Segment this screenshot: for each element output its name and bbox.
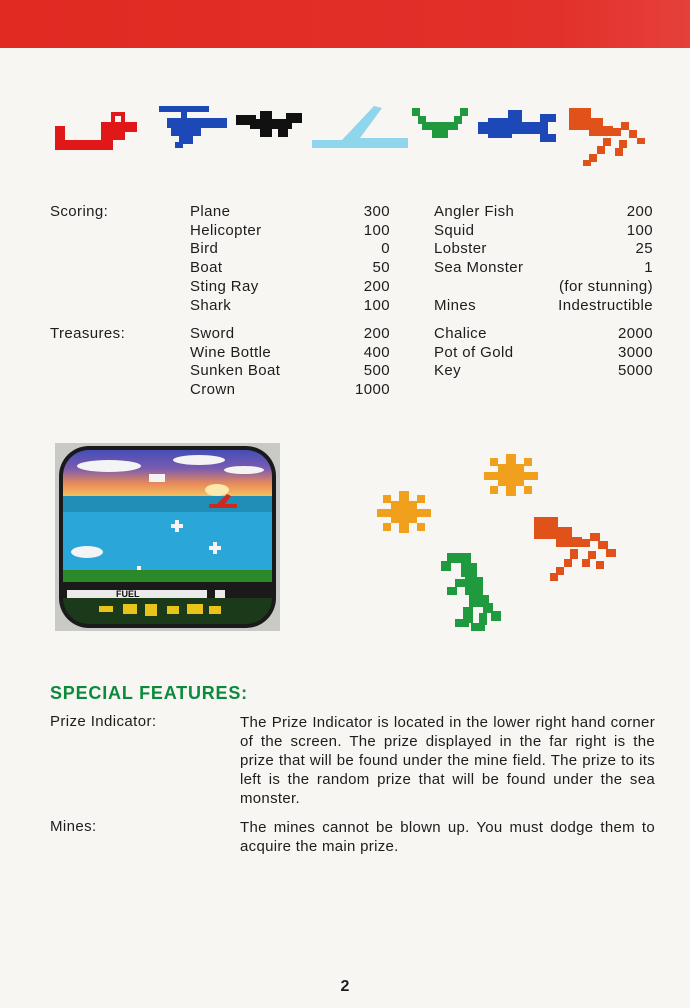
list-item: Wine Bottle bbox=[190, 343, 272, 361]
list-item: 25 bbox=[635, 240, 653, 258]
scoring-label: Scoring: bbox=[50, 203, 109, 220]
game-screen-photo bbox=[59, 446, 276, 628]
prize-indicator-description: The Prize Indicator is located in the lower right hand corner of the screen. The prize displayed in the far right is the prize that will be found under the mine field. The prize to its left is the random prize that will be found under the sea monster. bbox=[240, 714, 655, 807]
list-item: 500 bbox=[363, 362, 390, 380]
list-item: Bird bbox=[190, 240, 219, 258]
list-item: Lobster bbox=[434, 240, 487, 258]
list-item: 2000 bbox=[618, 325, 653, 342]
scoring-right-names bbox=[434, 203, 523, 315]
squid-sprite-icon bbox=[569, 108, 645, 166]
list-item: 0 bbox=[381, 240, 390, 258]
list-item: Sting Ray bbox=[190, 277, 259, 295]
treasures-left-points bbox=[320, 325, 390, 400]
mines-description: The mines cannot be blown up. You must dodge them to acquire the main prize. bbox=[240, 819, 655, 855]
treasures-label: Treasures: bbox=[50, 325, 126, 342]
list-item: Key bbox=[434, 362, 462, 380]
list-item: 200 bbox=[626, 203, 653, 220]
list-item: 300 bbox=[363, 203, 390, 220]
list-item: Crown bbox=[190, 381, 236, 399]
treasures-left-names bbox=[190, 325, 280, 400]
list-item: Chalice bbox=[434, 325, 487, 342]
list-item: Plane bbox=[190, 203, 231, 220]
list-item: Sea Monster bbox=[434, 259, 524, 277]
list-item: Pot of Gold bbox=[434, 343, 514, 361]
list-item: 400 bbox=[363, 343, 390, 361]
special-features-heading: SPECIAL FEATURES: bbox=[50, 683, 248, 703]
list-item: 50 bbox=[372, 259, 390, 277]
treasures-right-points bbox=[560, 325, 653, 381]
mine-sprite-icon bbox=[482, 452, 540, 498]
list-item: Angler Fish bbox=[434, 203, 515, 220]
bird-sprite-icon bbox=[236, 111, 302, 137]
list-item: 3000 bbox=[618, 343, 653, 361]
list-item: Mines bbox=[434, 296, 477, 314]
top-red-band bbox=[0, 0, 690, 48]
shark-sprite-icon bbox=[478, 110, 556, 142]
list-item: 200 bbox=[363, 277, 390, 295]
list-item: (for stunning) bbox=[559, 277, 653, 295]
scoring-left-names bbox=[190, 203, 262, 315]
sting-ray-sprite-icon bbox=[412, 108, 468, 138]
list-item: Helicopter bbox=[190, 221, 262, 239]
list-item: 100 bbox=[363, 221, 390, 239]
list-item: Sunken Boat bbox=[190, 362, 281, 380]
plane-sprite-icon bbox=[55, 112, 137, 150]
list-item: Indestructible bbox=[558, 296, 653, 314]
page-number: 2 bbox=[340, 978, 350, 995]
list-item bbox=[434, 278, 523, 297]
list-item: 200 bbox=[363, 325, 390, 342]
sea-monster-sprite-icon bbox=[441, 553, 503, 631]
helicopter-sprite-icon bbox=[155, 106, 227, 148]
fuel-label: FUEL bbox=[116, 589, 140, 599]
list-item: Squid bbox=[434, 221, 475, 239]
list-item: 100 bbox=[363, 296, 390, 314]
list-item: 5000 bbox=[618, 362, 653, 380]
list-item: Sword bbox=[190, 325, 235, 342]
scoring-left-points bbox=[320, 203, 390, 315]
squid-sprite-icon bbox=[534, 517, 616, 581]
prize-indicator-label: Prize Indicator: bbox=[50, 713, 157, 730]
list-item: Boat bbox=[190, 259, 223, 277]
list-item: 100 bbox=[626, 221, 653, 239]
scoring-right-points bbox=[520, 203, 653, 315]
mine-sprite-icon bbox=[375, 489, 433, 535]
list-item: Shark bbox=[190, 296, 232, 314]
treasures-right-names bbox=[434, 325, 513, 381]
mines-label: Mines: bbox=[50, 818, 97, 835]
boat-sprite-icon bbox=[312, 106, 408, 148]
list-item: 1000 bbox=[355, 381, 390, 399]
list-item: 1 bbox=[644, 259, 653, 277]
